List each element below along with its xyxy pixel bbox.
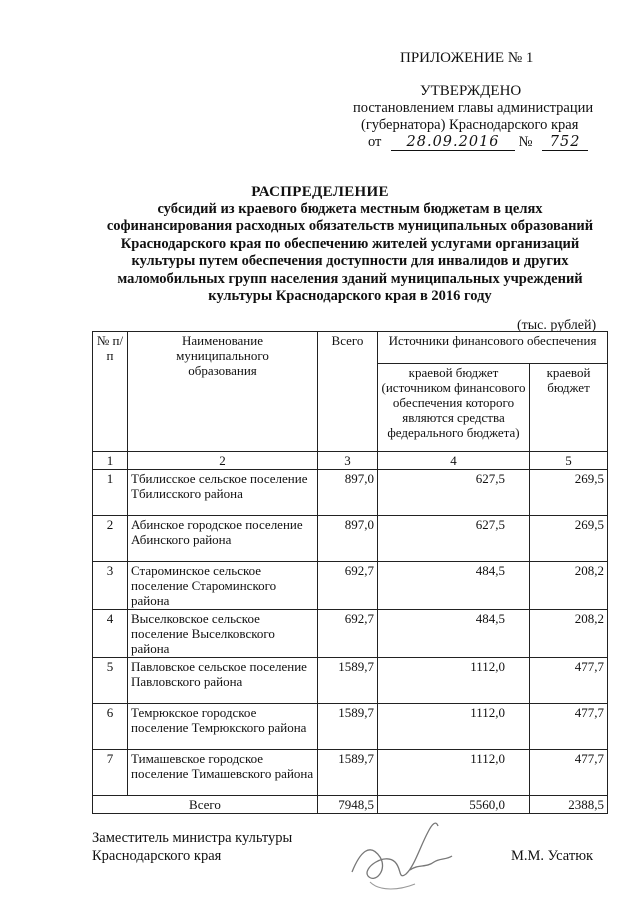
table-row bbox=[93, 516, 608, 562]
table-row bbox=[93, 610, 608, 658]
decree-date-line bbox=[368, 134, 588, 151]
table-row bbox=[93, 704, 608, 750]
row-total: 897,0 bbox=[318, 516, 378, 562]
row-total: 1589,7 bbox=[318, 658, 378, 704]
total-label: Всего bbox=[93, 796, 318, 814]
header-federal: краевой бюджет (источником финансового обеспечения которого являются средства федерального бюджета) bbox=[378, 364, 530, 452]
row-federal: 627,5 bbox=[378, 516, 530, 562]
row-number: 3 bbox=[93, 562, 128, 610]
row-regional: 269,5 bbox=[530, 470, 608, 516]
col-number: 2 bbox=[128, 452, 318, 470]
subtitle-line: софинансирования расходных обязательств муниципальных образований bbox=[106, 218, 594, 235]
table-row bbox=[93, 470, 608, 516]
document-title: РАСПРЕДЕЛЕНИЕ bbox=[251, 184, 389, 200]
handwritten-signature bbox=[340, 812, 460, 897]
row-name: Выселковское сельское поселение Выселковского района bbox=[128, 610, 318, 658]
row-federal: 484,5 bbox=[378, 610, 530, 658]
header-num: № п/п bbox=[93, 332, 128, 452]
row-name: Тбилисское сельское поселение Тбилисского района bbox=[128, 470, 318, 516]
row-regional: 477,7 bbox=[530, 658, 608, 704]
row-total: 1589,7 bbox=[318, 750, 378, 796]
row-regional: 269,5 bbox=[530, 516, 608, 562]
row-number: 4 bbox=[93, 610, 128, 658]
signer-position-line-1: Заместитель министра культуры bbox=[92, 830, 293, 846]
subtitle-line: Краснодарского края по обеспечению жителей услугами организаций bbox=[120, 235, 580, 252]
signer-position-line-2: Краснодарского края bbox=[92, 848, 222, 864]
row-federal: 1112,0 bbox=[378, 658, 530, 704]
total-total: 7948,5 bbox=[318, 796, 378, 814]
total-regional: 2388,5 bbox=[530, 796, 608, 814]
subtitle-line: маломобильных групп населения зданий муниципальных учреждений bbox=[117, 270, 583, 287]
distribution-table bbox=[92, 331, 608, 814]
decree-number: 752 bbox=[542, 134, 588, 151]
header-total: Всего bbox=[318, 332, 378, 452]
row-number: 1 bbox=[93, 470, 128, 516]
row-number: 7 bbox=[93, 750, 128, 796]
subtitle-line: культуры Краснодарского края в 2016 году bbox=[208, 288, 492, 305]
subtitle-line: субсидий из краевого бюджета местным бюджетам в целях bbox=[157, 201, 543, 217]
row-federal: 484,5 bbox=[378, 562, 530, 610]
row-regional: 477,7 bbox=[530, 704, 608, 750]
signer-name: М.М. Усатюк bbox=[511, 848, 594, 864]
decree-date: 28.09.2016 bbox=[391, 134, 515, 151]
row-total: 692,7 bbox=[318, 610, 378, 658]
row-federal: 627,5 bbox=[378, 470, 530, 516]
row-total: 1589,7 bbox=[318, 704, 378, 750]
document-subtitle bbox=[90, 201, 610, 305]
header-regional: краевой бюджет bbox=[530, 364, 608, 452]
date-prefix: от bbox=[368, 134, 382, 150]
col-number: 1 bbox=[93, 452, 128, 470]
units-label: (тыс. рублей) bbox=[517, 318, 597, 333]
row-number: 2 bbox=[93, 516, 128, 562]
subtitle-line: культуры путем обеспечения доступности для инвалидов и других bbox=[131, 253, 569, 270]
row-name: Абинское городское поселение Абинского района bbox=[128, 516, 318, 562]
approved-label: УТВЕРЖДЕНО bbox=[420, 83, 522, 99]
number-prefix: № bbox=[518, 134, 533, 150]
row-number: 6 bbox=[93, 704, 128, 750]
appendix-label: ПРИЛОЖЕНИЕ № 1 bbox=[400, 50, 534, 66]
table-row bbox=[93, 750, 608, 796]
header-name: Наименование муниципального образования bbox=[128, 332, 318, 452]
total-federal: 5560,0 bbox=[378, 796, 530, 814]
row-regional: 208,2 bbox=[530, 610, 608, 658]
row-federal: 1112,0 bbox=[378, 750, 530, 796]
row-total: 897,0 bbox=[318, 470, 378, 516]
total-row bbox=[93, 796, 608, 814]
row-federal: 1112,0 bbox=[378, 704, 530, 750]
row-number: 5 bbox=[93, 658, 128, 704]
row-name: Староминское сельское поселение Староминского района bbox=[128, 562, 318, 610]
header-sources: Источники финансового обеспечения bbox=[378, 332, 608, 364]
table-row bbox=[93, 562, 608, 610]
row-total: 692,7 bbox=[318, 562, 378, 610]
row-regional: 477,7 bbox=[530, 750, 608, 796]
col-number: 4 bbox=[378, 452, 530, 470]
row-name: Павловское сельское поселение Павловского района bbox=[128, 658, 318, 704]
col-number: 3 bbox=[318, 452, 378, 470]
table-row bbox=[93, 658, 608, 704]
row-name: Тимашевское городское поселение Тимашевского района bbox=[128, 750, 318, 796]
row-name: Темрюкское городское поселение Темрюкского района bbox=[128, 704, 318, 750]
decree-line-1: постановлением главы администрации bbox=[353, 100, 594, 116]
decree-line-2: (губернатора) Краснодарского края bbox=[361, 117, 579, 133]
col-number: 5 bbox=[530, 452, 608, 470]
row-regional: 208,2 bbox=[530, 562, 608, 610]
